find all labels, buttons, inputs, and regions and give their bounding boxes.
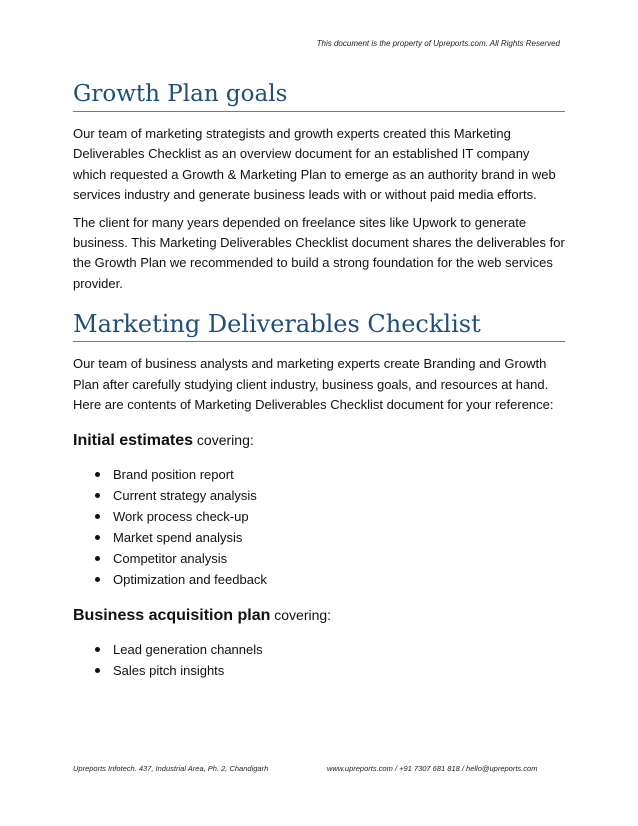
list-item-text: Brand position report [113,467,234,483]
list-item-text: Market spend analysis [113,530,243,546]
list-item [73,506,565,527]
business-acquisition-suffix: covering: [270,607,332,624]
checklist-heading: Marketing Deliverables Checklist [73,309,565,342]
bullet-icon [95,577,100,582]
header-property-note: This document is the property of Upreports.com. All Rights Reserved [316,39,560,48]
list-item-text: Competitor analysis [113,551,228,567]
growth-paragraph-1: Our team of marketing strategists and growth experts created this Marketing Deliverables Checklist as an overview document for an established IT company which requested a Growth & Marketing Plan to emerge as an authority brand in web services industry and generate business leads with or without paid media efforts. [73,126,556,203]
list-item [73,464,565,485]
bullet-icon [95,514,100,519]
footer-contact: www.upreports.com / +91 7307 681 818 / hello@upreports.com [327,764,538,773]
business-acquisition-list [73,639,565,681]
initial-estimates-label: Initial estimates [73,432,194,450]
business-acquisition-heading [73,604,565,627]
list-item [73,569,565,590]
business-acquisition-label: Business acquisition plan [73,607,271,625]
initial-estimates-suffix: covering: [193,432,254,449]
checklist-intro-paragraph: Our team of business analysts and marketing experts create Branding and Growth Plan after carefully studying client industry, business goals, and resources at hand. Here are contents of Marketing Deliverables Checklist document for your reference: [73,356,554,413]
document-content [73,79,565,681]
initial-estimates-list [73,464,565,590]
list-item [73,527,565,548]
bullet-icon [95,668,100,673]
initial-estimates-heading [73,429,565,452]
bullet-icon [95,556,100,561]
bullet-icon [95,647,100,652]
list-item [73,639,565,660]
list-item-text: Sales pitch insights [113,663,225,679]
footer-address: Upreports Infotech. 437, Industrial Area, Ph. 2, Chandigarh [73,764,269,773]
list-item [73,485,565,506]
bullet-icon [95,472,100,477]
list-item-text: Work process check-up [113,509,249,525]
growth-paragraph-2: The client for many years depended on freelance sites like Upwork to generate business. This Marketing Deliverables Checklist document shares the deliverables for the Growth Plan we recommended to build a strong foundation for the web services provider. [73,214,565,291]
list-item [73,548,565,569]
growth-plan-heading: Growth Plan goals [73,79,565,112]
bullet-icon [95,535,100,540]
list-item-text: Optimization and feedback [113,572,267,588]
list-item-text: Lead generation channels [113,642,263,658]
list-item [73,660,565,681]
bullet-icon [95,493,100,498]
list-item-text: Current strategy analysis [113,488,257,504]
